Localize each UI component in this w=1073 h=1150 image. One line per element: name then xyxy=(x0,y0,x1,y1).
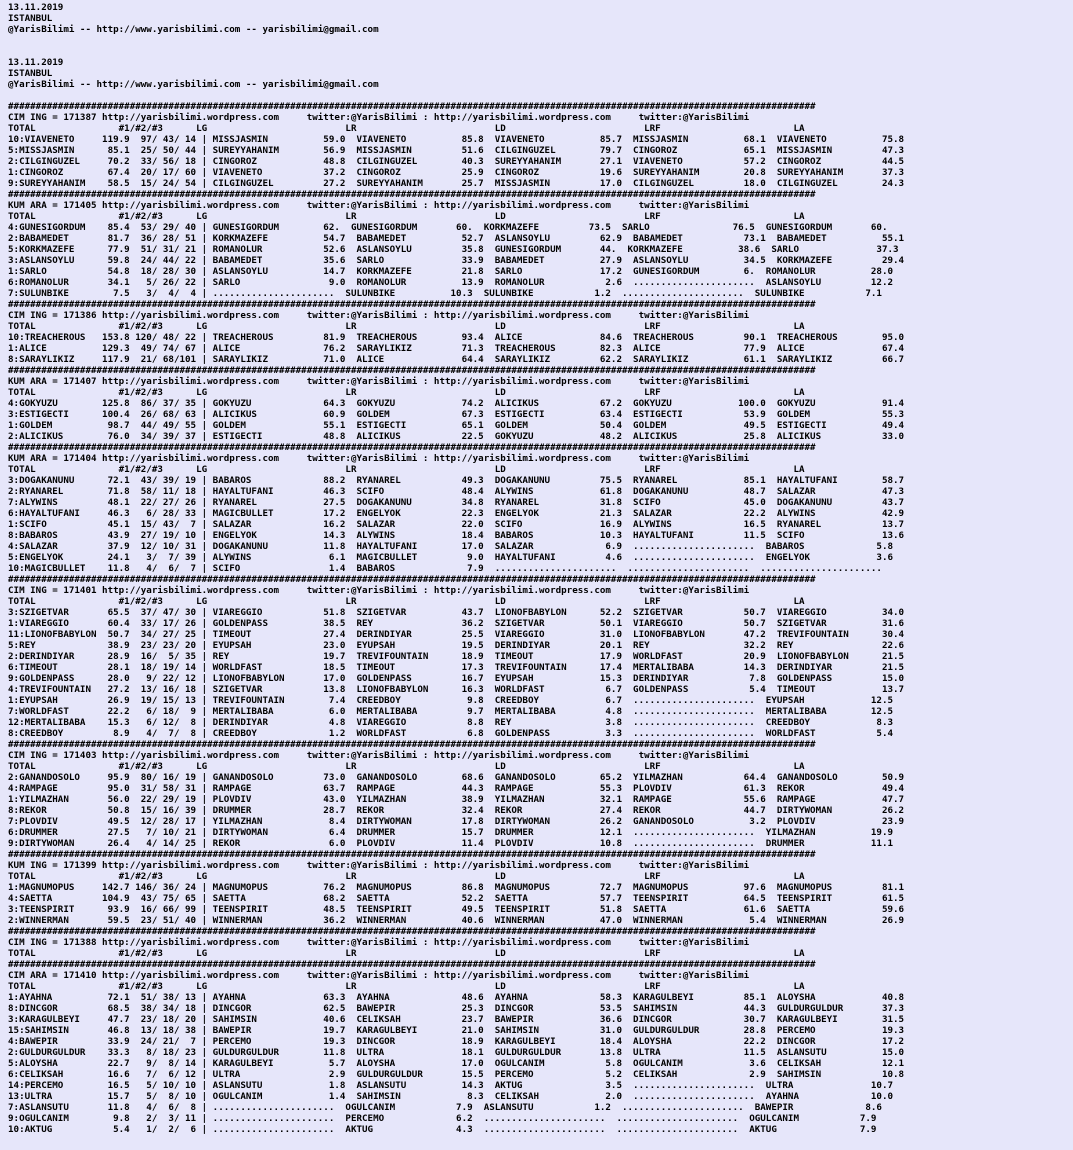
report-row: 9:SUREYYAHANIM 58.5 15/ 24/ 54 | CILGINGUZEL 27.2 SUREYYAHANIM 25.7 MISSJASMIN 17.0 CILGINGUZEL 18.0 CILGINGUZEL 24.3 xyxy=(8,178,905,189)
separator-line: ################################################################################################################################################## xyxy=(8,299,816,310)
report-row: 7:ALYWINS 48.1 22/ 27/ 26 | RYANAREL 27.5 DOGAKANUNU 34.8 RYANAREL 31.8 SCIFO 45.0 DOGAKANUNU 43.7 xyxy=(8,497,905,508)
report-row: 6:DRUMMER 27.5 7/ 10/ 21 | DIRTYWOMAN 6.4 DRUMMER 15.7 DRUMMER 12.1 ...................... YILMAZHAN 19.9 xyxy=(8,827,894,838)
report-row: 2:BABAMEDET 81.7 36/ 28/ 51 | KORKMAZEFE 54.7 BABAMEDET 52.7 ASLANSOYLU 62.9 BABAMEDET 73.1 BABAMEDET 55.1 xyxy=(8,233,905,244)
report-row: 6:CELIKSAH 16.6 7/ 6/ 12 | ULTRA 2.9 GULDURGULDUR 15.5 PERCEMO 5.2 CELIKSAH 2.9 SAHIMSIN 10.8 xyxy=(8,1069,905,1080)
report-row: 5:ENGELYOK 24.1 3/ 7/ 39 | ALYWINS 6.1 MAGICBULLET 9.0 HAYALTUFANI 4.6 ...................... ENGELYOK 3.6 xyxy=(8,552,894,563)
report-row: 8:BABAROS 43.9 27/ 19/ 10 | ENGELYOK 14.3 ALYWINS 18.4 BABAROS 10.3 HAYALTUFANI 11.5 SCIFO 13.6 xyxy=(8,530,905,541)
race-title-row: KUM ING = 171399 http://yarisbilimi.wordpress.com twitter:@YarisBilimi : http://yarisbilimi.wordpress.com twitter:@YarisBilimi xyxy=(8,860,750,871)
report-row: 8:DINCGOR 68.5 38/ 34/ 18 | DINCGOR 62.5 BAWEPIR 25.3 DINCGOR 53.5 SAHIMSIN 44.3 GULDURGULDUR 37.3 xyxy=(8,1003,905,1014)
report-row: 9:DIRTYWOMAN 26.4 4/ 14/ 25 | REKOR 6.0 PLOVDIV 11.4 PLOVDIV 10.8 ...................... DRUMMER 11.1 xyxy=(8,838,894,849)
report-row: 1:SARLO 54.8 18/ 28/ 30 | ASLANSOYLU 14.7 KORKMAZEFE 21.8 SARLO 17.2 GUNESIGORDUM 6. ROMANOLUR 28.0 xyxy=(8,266,894,277)
blank-line xyxy=(8,90,1073,101)
blank-line xyxy=(8,46,1073,57)
report-row: 4:GOKYUZU 125.8 86/ 37/ 35 | GOKYUZU 64.3 GOKYUZU 74.2 ALICIKUS 67.2 GOKYUZU 100.0 GOKYUZU 91.4 xyxy=(8,398,905,409)
report-row: 2:DERINDIYAR 28.9 16/ 5/ 35 | REY 19.7 TREVIFOUNTAIN 18.9 TIMEOUT 17.9 WORLDFAST 20.9 LIONOFBABYLON 21.5 xyxy=(8,651,905,662)
report-row: 14:PERCEMO 16.5 5/ 10/ 10 | ASLANSUTU 1.8 ASLANSUTU 14.3 AKTUG 3.5 ...................... ULTRA 10.7 xyxy=(8,1080,894,1091)
report-row: 6:ROMANOLUR 34.1 5/ 26/ 22 | SARLO 9.0 ROMANOLUR 13.9 ROMANOLUR 2.6 ...................... ASLANSOYLU 12.2 xyxy=(8,277,894,288)
report-row: 7:ASLANSUTU 11.8 4/ 6/ 8 | ...................... OGULCANIM 7.9 ASLANSUTU 1.2 ...................... BAWEPIR 8.6 xyxy=(8,1102,882,1113)
report-date-repeat: 13.11.2019 xyxy=(8,57,64,68)
report-row: 7:WORLDFAST 22.2 6/ 18/ 9 | MERTALIBABA 6.0 MERTALIBABA 9.7 MERTALIBABA 4.8 ...................... MERTALIBABA 12.5 xyxy=(8,706,894,717)
report-row: 1:ALICE 129.3 49/ 74/ 67 | ALICE 76.2 SARAYLIKIZ 71.3 TREACHEROUS 82.3 ALICE 77.9 ALICE 67.4 xyxy=(8,343,905,354)
report-row: 3:SZIGETVAR 65.5 37/ 47/ 30 | VIAREGGIO 51.8 SZIGETVAR 43.7 LIONOFBABYLON 52.2 SZIGETVAR 50.7 VIAREGGIO 34.0 xyxy=(8,607,905,618)
report-contact: @YarisBilimi -- http://www.yarisbilimi.com -- yarisbilimi@gmail.com xyxy=(8,24,379,35)
separator-line: ################################################################################################################################################## xyxy=(8,442,816,453)
race-tables xyxy=(8,112,1073,1135)
report-row: 7:PLOVDIV 49.5 12/ 28/ 17 | YILMAZHAN 8.4 DIRTYWOMAN 17.8 DIRTYWOMAN 26.2 GANANDOSOLO 3.2 PLOVDIV 23.9 xyxy=(8,816,905,827)
report-row: 13:ULTRA 15.7 5/ 8/ 10 | OGULCANIM 1.4 SAHIMSIN 8.3 CELIKSAH 2.0 ...................... AYAHNA 10.0 xyxy=(8,1091,894,1102)
race-title-row: CIM ING = 171401 http://yarisbilimi.wordpress.com twitter:@YarisBilimi : http://yarisbilimi.wordpress.com twitter:@YarisBilimi xyxy=(8,585,750,596)
column-header-row: TOTAL #1/#2/#3 LG LR LD LRF LA xyxy=(8,321,805,332)
column-header-row: TOTAL #1/#2/#3 LG LR LD LRF LA xyxy=(8,387,805,398)
report-row: 5:KORKMAZEFE 77.9 51/ 31/ 21 | ROMANOLUR 52.6 ASLANSOYLU 35.8 GUNESIGORDUM 44. KORKMAZEFE 38.6 SARLO 37.3 xyxy=(8,244,899,255)
report-row: 15:SAHIMSIN 46.8 13/ 18/ 38 | BAWEPIR 19.7 KARAGULBEYI 21.0 SAHIMSIN 31.0 GULDURGULDUR 28.8 PERCEMO 19.3 xyxy=(8,1025,905,1036)
report-row: 7:SULUNBIKE 7.5 3/ 4/ 4 | ...................... SULUNBIKE 10.3 SULUNBIKE 1.2 ...................... SULUNBIKE 7.1 xyxy=(8,288,882,299)
race-title-row: CIM ING = 171387 http://yarisbilimi.wordpress.com twitter:@YarisBilimi : http://yarisbilimi.wordpress.com twitter:@YarisBilimi xyxy=(8,112,750,123)
column-header-row: TOTAL #1/#2/#3 LG LR LD LRF LA xyxy=(8,464,805,475)
report-row: 3:DOGAKANUNU 72.1 43/ 39/ 19 | BABAROS 88.2 RYANAREL 49.3 DOGAKANUNU 75.5 RYANAREL 85.1 HAYALTUFANI 58.7 xyxy=(8,475,905,486)
report-row: 6:HAYALTUFANI 46.3 6/ 28/ 33 | MAGICBULLET 17.2 ENGELYOK 22.3 ENGELYOK 21.3 SALAZAR 22.2 ALYWINS 42.9 xyxy=(8,508,905,519)
race-title-row: CIM ING = 171388 http://yarisbilimi.wordpress.com twitter:@YarisBilimi : http://yarisbilimi.wordpress.com twitter:@YarisBilimi xyxy=(8,937,750,948)
report-row: 2:GANANDOSOLO 95.9 80/ 16/ 19 | GANANDOSOLO 73.0 GANANDOSOLO 68.6 GANANDOSOLO 65.2 YILMAZHAN 64.4 GANANDOSOLO 50.9 xyxy=(8,772,905,783)
report-row: 3:KARAGULBEYI 47.7 23/ 18/ 20 | SAHIMSIN 40.6 CELIKSAH 23.7 BAWEPIR 36.6 DINCGOR 30.7 KARAGULBEYI 31.5 xyxy=(8,1014,905,1025)
blank-line xyxy=(8,35,1073,46)
separator-line: ################################################################################################################################################## xyxy=(8,926,816,937)
separator-line: ################################################################################################################################################## xyxy=(8,959,816,970)
report-row: 10:MAGICBULLET 11.8 4/ 6/ 7 | SCIFO 1.4 BABAROS 7.9 ...................... ...................... ...................... xyxy=(8,563,882,574)
race-title-row: KUM ARA = 171407 http://yarisbilimi.wordpress.com twitter:@YarisBilimi : http://yarisbilimi.wordpress.com twitter:@YarisBilimi xyxy=(8,376,750,387)
report-row: 1:EYUPSAH 26.9 19/ 15/ 13 | TREVIFOUNTAIN 7.4 CREEDBOY 9.8 CREEDBOY 6.7 ...................... EYUPSAH 12.5 xyxy=(8,695,894,706)
report-row: 3:ESTIGECTI 100.4 26/ 68/ 63 | ALICIKUS 60.9 GOLDEM 67.3 ESTIGECTI 63.4 ESTIGECTI 53.9 GOLDEM 55.3 xyxy=(8,409,905,420)
column-header-row: TOTAL #1/#2/#3 LG LR LD LRF LA xyxy=(8,948,805,959)
column-header-row: TOTAL #1/#2/#3 LG LR LD LRF LA xyxy=(8,871,805,882)
column-header-row: TOTAL #1/#2/#3 LG LR LD LRF LA xyxy=(8,981,805,992)
report-row: 4:GUNESIGORDUM 85.4 53/ 29/ 40 | GUNESIGORDUM 62. GUNESIGORDUM 60. KORKMAZEFE 73.5 SARLO 76.5 GUNESIGORDUM 60. xyxy=(8,222,888,233)
separator-line: ################################################################################################################################################## xyxy=(8,189,816,200)
race-title-row: KUM ARA = 171405 http://yarisbilimi.wordpress.com twitter:@YarisBilimi : http://yarisbilimi.wordpress.com twitter:@YarisBilimi xyxy=(8,200,750,211)
race-title-row: CIM ING = 171403 http://yarisbilimi.wordpress.com twitter:@YarisBilimi : http://yarisbilimi.wordpress.com twitter:@YarisBilimi xyxy=(8,750,750,761)
separator-line: ################################################################################################################################################## xyxy=(8,101,816,112)
report-row: 8:CREEDBOY 8.9 4/ 7/ 8 | CREEDBOY 1.2 WORLDFAST 6.8 GOLDENPASS 3.3 ...................... WORLDFAST 5.4 xyxy=(8,728,894,739)
report-row: 1:YILMAZHAN 56.0 22/ 29/ 19 | PLOVDIV 43.0 YILMAZHAN 38.9 YILMAZHAN 32.1 RAMPAGE 55.6 RAMPAGE 47.7 xyxy=(8,794,905,805)
report-row: 6:TIMEOUT 28.1 18/ 19/ 14 | WORLDFAST 18.5 TIMEOUT 17.3 TREVIFOUNTAIN 17.4 MERTALIBABA 14.3 DERINDIYAR 21.5 xyxy=(8,662,905,673)
report-row: 4:BAWEPIR 33.9 24/ 21/ 7 | PERCEMO 19.3 DINCGOR 18.9 KARAGULBEYI 18.4 ALOYSHA 22.2 DINCGOR 17.2 xyxy=(8,1036,905,1047)
report-row: 2:CILGINGUZEL 70.2 33/ 56/ 18 | CINGOROZ 48.8 CILGINGUZEL 40.3 SUREYYAHANIM 27.1 VIAVENETO 57.2 CINGOROZ 44.5 xyxy=(8,156,905,167)
report-row: 10:VIAVENETO 119.9 97/ 43/ 14 | MISSJASMIN 59.0 VIAVENETO 85.8 VIAVENETO 85.7 MISSJASMIN 68.1 VIAVENETO 75.8 xyxy=(8,134,905,145)
report-row: 12:MERTALIBABA 15.3 6/ 12/ 8 | DERINDIYAR 4.8 VIAREGGIO 8.8 REY 3.8 ...................... CREEDBOY 8.3 xyxy=(8,717,894,728)
report-row: 3:TEENSPIRIT 93.9 16/ 66/ 99 | TEENSPIRIT 48.5 TEENSPIRIT 49.5 TEENSPIRIT 51.8 SAETTA 61.6 SAETTA 59.6 xyxy=(8,904,905,915)
report-row: 2:GULDURGULDUR 33.3 8/ 18/ 23 | GULDURGULDUR 11.8 ULTRA 18.1 GULDURGULDUR 13.8 ULTRA 11.5 ASLANSUTU 15.0 xyxy=(8,1047,905,1058)
report-row: 9:OGULCANIM 9.8 2/ 3/ 11 | ...................... PERCEMO 6.2 ...................... ...................... OGULCANIM 7.9 xyxy=(8,1113,877,1124)
race-title-row: CIM ING = 171386 http://yarisbilimi.wordpress.com twitter:@YarisBilimi : http://yarisbilimi.wordpress.com twitter:@YarisBilimi xyxy=(8,310,750,321)
report-row: 10:TREACHEROUS 153.8 120/ 48/ 22 | TREACHEROUS 81.9 TREACHEROUS 93.4 ALICE 84.6 TREACHEROUS 90.1 TREACHEROUS 95.0 xyxy=(8,332,905,343)
report-row: 1:AYAHNA 72.1 51/ 38/ 13 | AYAHNA 63.3 AYAHNA 48.6 AYAHNA 58.3 KARAGULBEYI 85.1 ALOYSHA 40.8 xyxy=(8,992,905,1003)
race-title-row: CIM ARA = 171410 http://yarisbilimi.wordpress.com twitter:@YarisBilimi : http://yarisbilimi.wordpress.com twitter:@YarisBilimi xyxy=(8,970,750,981)
report-row: 5:ALOYSHA 22.7 9/ 8/ 14 | KARAGULBEYI 5.7 ALOYSHA 17.0 OGULCANIM 5.8 OGULCANIM 3.6 CELIKSAH 12.1 xyxy=(8,1058,905,1069)
report-row: 9:GOLDENPASS 28.0 9/ 22/ 12 | LIONOFBABYLON 17.0 GOLDENPASS 16.7 EYUPSAH 15.3 DERINDIYAR 7.8 GOLDENPASS 15.0 xyxy=(8,673,905,684)
report-row: 10:AKTUG 5.4 1/ 2/ 6 | ...................... AKTUG 4.3 ...................... ...................... AKTUG 7.9 xyxy=(8,1124,877,1135)
report-row: 11:LIONOFBABYLON 50.7 34/ 27/ 25 | TIMEOUT 27.4 DERINDIYAR 25.5 VIAREGGIO 31.0 LIONOFBABYLON 47.2 TREVIFOUNTAIN 30.4 xyxy=(8,629,905,640)
report-row: 5:REY 38.9 23/ 23/ 20 | EYUPSAH 23.0 EYUPSAH 19.5 DERINDIYAR 20.1 REY 32.2 REY 22.6 xyxy=(8,640,905,651)
separator-line: ################################################################################################################################################## xyxy=(8,739,816,750)
report-row: 1:MAGNUMOPUS 142.7 146/ 36/ 24 | MAGNUMOPUS 76.2 MAGNUMOPUS 86.8 MAGNUMOPUS 72.7 MAGNUMOPUS 97.6 MAGNUMOPUS 81.1 xyxy=(8,882,905,893)
report-city: ISTANBUL xyxy=(8,13,53,24)
column-header-row: TOTAL #1/#2/#3 LG LR LD LRF LA xyxy=(8,596,805,607)
report-row: 2:RYANAREL 71.8 58/ 11/ 18 | HAYALTUFANI 46.3 SCIFO 48.4 ALYWINS 61.8 DOGAKANUNU 48.7 SALAZAR 47.3 xyxy=(8,486,905,497)
report-row: 8:REKOR 50.8 15/ 16/ 39 | DRUMMER 28.7 REKOR 32.4 REKOR 27.4 REKOR 44.7 DIRTYWOMAN 26.2 xyxy=(8,805,905,816)
report-contact-repeat: @YarisBilimi -- http://www.yarisbilimi.com -- yarisbilimi@gmail.com xyxy=(8,79,379,90)
race-title-row: KUM ARA = 171404 http://yarisbilimi.wordpress.com twitter:@YarisBilimi : http://yarisbilimi.wordpress.com twitter:@YarisBilimi xyxy=(8,453,750,464)
column-header-row: TOTAL #1/#2/#3 LG LR LD LRF LA xyxy=(8,123,805,134)
separator-line: ################################################################################################################################################## xyxy=(8,574,816,585)
report-city-repeat: ISTANBUL xyxy=(8,68,53,79)
report-row: 1:CINGOROZ 67.4 20/ 17/ 60 | VIAVENETO 37.2 CINGOROZ 25.9 CINGOROZ 19.6 SUREYYAHANIM 20.8 SUREYYAHANIM 37.3 xyxy=(8,167,905,178)
report-row: 5:MISSJASMIN 85.1 25/ 50/ 44 | SUREYYAHANIM 56.9 MISSJASMIN 51.6 CILGINGUZEL 79.7 CINGOROZ 65.1 MISSJASMIN 47.3 xyxy=(8,145,905,156)
column-header-row: TOTAL #1/#2/#3 LG LR LD LRF LA xyxy=(8,761,805,772)
report-row: 1:SCIFO 45.1 15/ 43/ 7 | SALAZAR 16.2 SALAZAR 22.0 SCIFO 16.9 ALYWINS 16.5 RYANAREL 13.7 xyxy=(8,519,905,530)
report-row: 2:WINNERMAN 59.5 23/ 51/ 40 | WINNERMAN 36.2 WINNERMAN 40.6 WINNERMAN 47.0 WINNERMAN 5.4 WINNERMAN 26.9 xyxy=(8,915,905,926)
report-row: 3:ASLANSOYLU 59.8 24/ 44/ 22 | BABAMEDET 35.6 SARLO 33.9 BABAMEDET 27.9 ASLANSOYLU 34.5 KORKMAZEFE 29.4 xyxy=(8,255,905,266)
report-row: 4:SALAZAR 37.9 12/ 10/ 31 | DOGAKANUNU 11.8 HAYALTUFANI 17.0 SALAZAR 6.9 ...................... BABAROS 5.8 xyxy=(8,541,894,552)
report-row: 1:VIAREGGIO 60.4 33/ 17/ 26 | GOLDENPASS 38.5 REY 36.2 SZIGETVAR 50.1 VIAREGGIO 50.7 SZIGETVAR 31.6 xyxy=(8,618,905,629)
report-date: 13.11.2019 xyxy=(8,2,64,13)
report-row: 8:SARAYLIKIZ 117.9 21/ 68/101 | SARAYLIKIZ 71.0 ALICE 64.4 SARAYLIKIZ 62.2 SARAYLIKIZ 61.1 SARAYLIKIZ 66.7 xyxy=(8,354,905,365)
separator-line: ################################################################################################################################################## xyxy=(8,365,816,376)
separator-line: ################################################################################################################################################## xyxy=(8,849,816,860)
report-row: 4:TREVIFOUNTAIN 27.2 13/ 16/ 18 | SZIGETVAR 13.8 LIONOFBABYLON 16.3 WORLDFAST 6.7 GOLDENPASS 5.4 TIMEOUT 13.7 xyxy=(8,684,905,695)
report-row: 2:ALICIKUS 76.0 34/ 39/ 37 | ESTIGECTI 48.8 ALICIKUS 22.5 GOKYUZU 48.2 ALICIKUS 25.8 ALICIKUS 33.0 xyxy=(8,431,905,442)
report-row: 1:GOLDEM 98.7 44/ 49/ 55 | GOLDEM 55.1 ESTIGECTI 65.1 GOLDEM 50.4 GOLDEM 49.5 ESTIGECTI 49.4 xyxy=(8,420,905,431)
report-row: 4:RAMPAGE 95.0 31/ 58/ 31 | RAMPAGE 63.7 RAMPAGE 44.3 RAMPAGE 55.3 PLOVDIV 61.3 REKOR 49.4 xyxy=(8,783,905,794)
column-header-row: TOTAL #1/#2/#3 LG LR LD LRF LA xyxy=(8,211,805,222)
report-row: 4:SAETTA 104.9 43/ 75/ 65 | SAETTA 68.2 SAETTA 52.2 SAETTA 57.7 TEENSPIRIT 64.5 TEENSPIRIT 61.5 xyxy=(8,893,905,904)
